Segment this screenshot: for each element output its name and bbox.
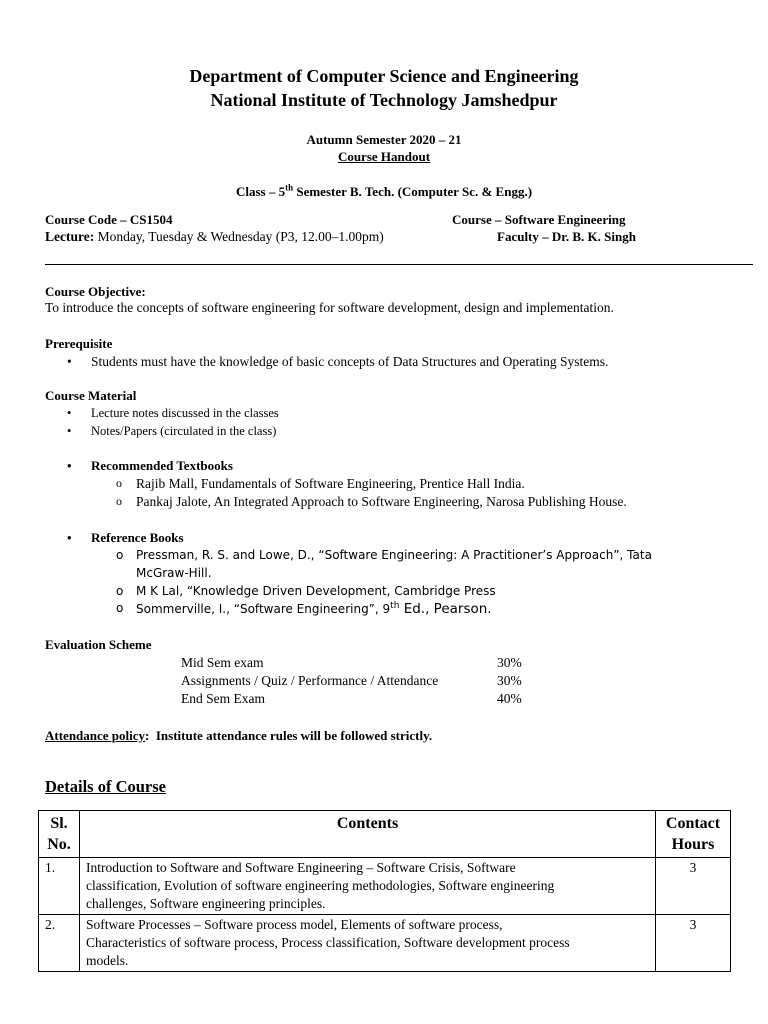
table-header-row [39, 811, 731, 858]
material-heading: Course Material [45, 388, 137, 403]
hours-header-line1: Contact [665, 815, 721, 832]
reference-item3-sup: th [390, 601, 400, 611]
reference-item [136, 601, 492, 617]
lecture-label: Lecture: [45, 229, 95, 244]
table-row [39, 915, 731, 972]
evaluation-label: End Sem Exam [181, 691, 265, 706]
row-hours: 3 [656, 858, 731, 915]
table-row [39, 858, 731, 915]
reference-item3-suffix: Ed., Pearson. [399, 601, 492, 617]
reference-item: o Pressman, R. S. and Lowe, D., “Software Engineering: A Practitioner’s Approach”, Tata [136, 548, 652, 562]
hours-header-line2: Hours [671, 836, 715, 853]
row-line: Characteristics of software process, Process classification, Software development process [86, 935, 570, 950]
textbook-item: o Pankaj Jalote, An Integrated Approach to Software Engineering, Narosa Publishing House. [136, 494, 627, 510]
column-header-sl [39, 811, 80, 858]
divider [45, 264, 753, 265]
details-heading: Details of Course [45, 777, 166, 796]
attendance-policy [45, 728, 432, 744]
class-prefix: Class – 5 [235, 184, 286, 199]
row-hours: 3 [656, 915, 731, 972]
prerequisite-heading: Prerequisite [45, 336, 113, 351]
course-code: Course Code – CS1504 [45, 212, 173, 227]
course-name: Course – Software Engineering [452, 212, 626, 227]
evaluation-value: 30% [497, 673, 522, 688]
class-suffix: Semester B. Tech. (Computer Sc. & Engg.) [293, 184, 533, 199]
objective-text: To introduce the concepts of software engineering for software development, design and implementation. [45, 300, 614, 315]
course-table [38, 810, 731, 972]
evaluation-heading: Evaluation Scheme [45, 637, 152, 652]
semester-title: Autumn Semester 2020 – 21 [306, 132, 462, 147]
reference-item3-prefix: Sommerville, I., “Software Engineering”, 9 [136, 602, 391, 616]
sl-header-line1: Sl. [50, 815, 68, 832]
class-sup: th [285, 182, 294, 193]
textbooks-heading: • Recommended Textbooks [91, 458, 233, 474]
material-item: • Notes/Papers (circulated in the class) [91, 424, 276, 439]
row-line: classification, Evolution of software engineering methodologies, Software engineering [86, 878, 555, 893]
row-sl: 1. [39, 858, 80, 915]
faculty: Faculty – Dr. B. K. Singh [497, 229, 636, 244]
row-line: challenges, Software engineering principles. [86, 896, 326, 911]
attendance-text: Institute attendance rules will be followed strictly. [149, 728, 433, 743]
row-line: models. [86, 953, 129, 968]
row-line: Software Processes – Software process model, Elements of software process, [86, 917, 503, 932]
reference-item-continued: McGraw-Hill. [136, 566, 212, 580]
row-contents [80, 858, 656, 915]
evaluation-label: Assignments / Quiz / Performance / Attendance [181, 673, 439, 688]
handout-title: Course Handout [337, 149, 431, 164]
lecture-line [45, 229, 384, 245]
attendance-label: Attendance policy [45, 728, 146, 743]
institute-title: National Institute of Technology Jamshedpur [210, 90, 558, 110]
objective-heading: Course Objective: [45, 284, 146, 299]
reference-item: o M K Lal, “Knowledge Driven Development, Cambridge Press [136, 584, 496, 598]
material-item: • Lecture notes discussed in the classes [91, 406, 279, 421]
department-title: Department of Computer Science and Engineering [189, 66, 579, 86]
column-header-contents: Contents [80, 811, 656, 858]
evaluation-value: 40% [497, 691, 522, 706]
class-line [0, 184, 768, 200]
references-heading: • Reference Books [91, 530, 184, 546]
evaluation-label: Mid Sem exam [181, 655, 264, 670]
textbook-item: o Rajib Mall, Fundamentals of Software Engineering, Prentice Hall India. [136, 476, 525, 492]
sl-header-line2: No. [47, 836, 71, 853]
evaluation-value: 30% [497, 655, 522, 670]
prerequisite-item: • Students must have the knowledge of basic concepts of Data Structures and Operating Systems. [91, 354, 608, 370]
row-line: Introduction to Software and Software Engineering – Software Crisis, Software [86, 860, 516, 875]
row-sl: 2. [39, 915, 80, 972]
row-contents [80, 915, 656, 972]
lecture-value: Monday, Tuesday & Wednesday (P3, 12.00–1.00pm) [94, 229, 384, 244]
attendance-colon: : [145, 728, 150, 743]
column-header-hours [656, 811, 731, 858]
